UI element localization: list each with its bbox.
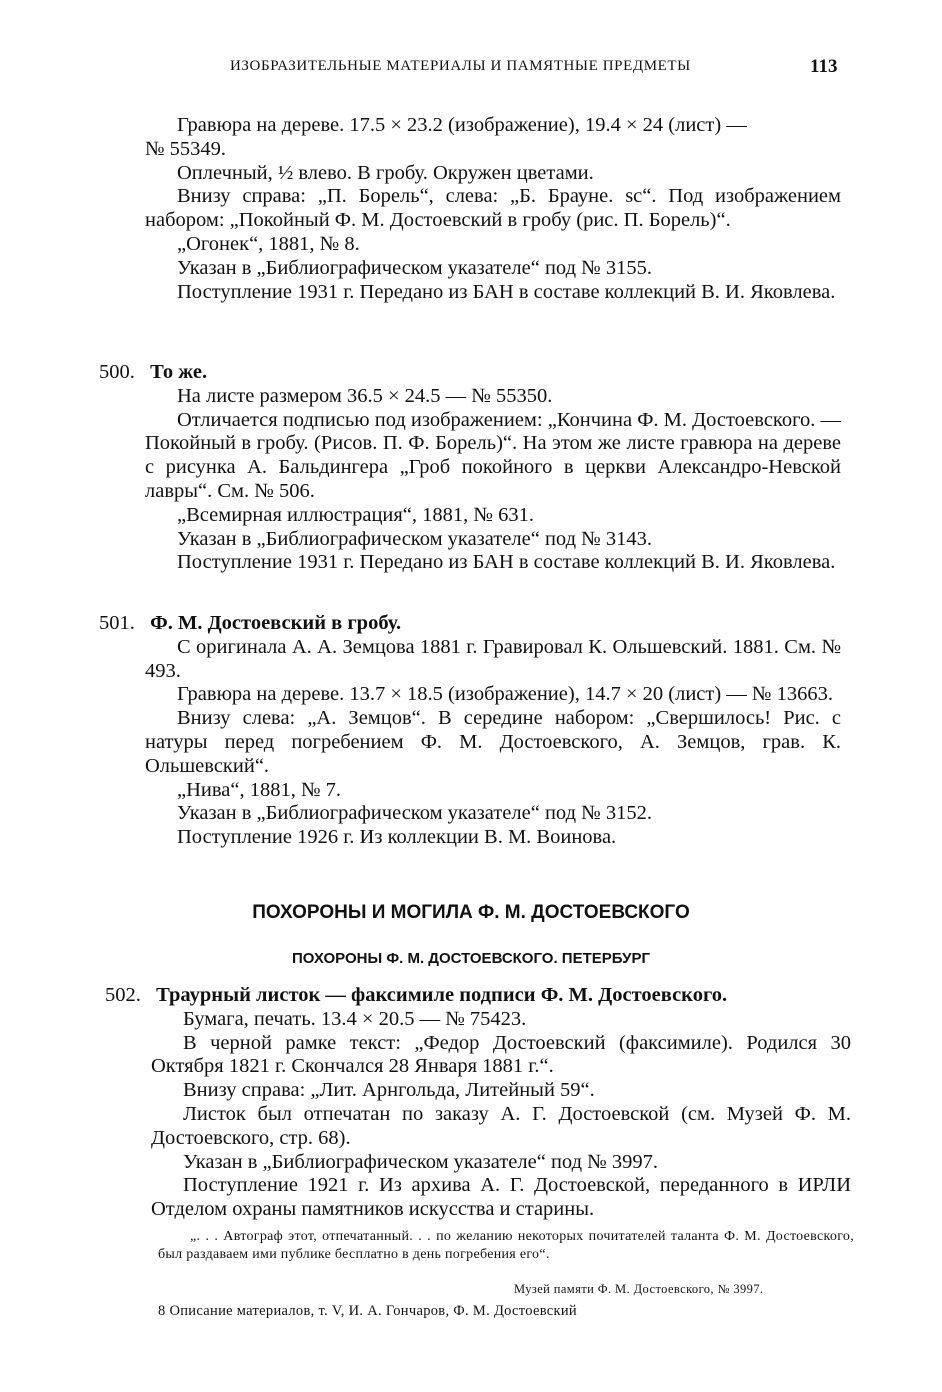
page-number: 113 xyxy=(810,56,838,77)
entry-502-line: Бумага, печать. 13.4 × 20.5 — № 75423. xyxy=(183,1007,527,1030)
entry-502-line: Листок был отпечатан по заказу А. Г. Достоевской (см. Музей Ф. М. Достоевского, стр. 68). xyxy=(151,1102,851,1149)
entry-title: Траурный листок — факсимиле подписи Ф. М. Достоевского. xyxy=(156,984,728,1006)
entry-500-heading xyxy=(99,361,841,385)
entry-title: То же. xyxy=(150,361,208,383)
entry-501 xyxy=(99,612,841,850)
entry-502-line: В черной рамке текст: „Федор Достоевский (факсимиле). Родился 30 Октября 1821 г. Скончался 28 Января 1881 г.“. xyxy=(151,1031,851,1078)
entry-499-line: Гравюра на дереве. 17.5 × 23.2 (изображение), 19.4 × 24 (лист) — xyxy=(177,114,747,136)
entry-502-line: Поступление 1921 г. Из архива А. Г. Достоевской, переданного в ИРЛИ Отделом охраны памятников искусства и старины. xyxy=(151,1174,851,1221)
section-title: ПОХОРОНЫ И МОГИЛА Ф. М. ДОСТОЕВСКОГО xyxy=(252,902,690,923)
entry-499-line: № 55349. xyxy=(145,137,227,160)
entry-502-heading xyxy=(105,984,851,1008)
entry-title: Ф. М. Достоевский в гробу. xyxy=(150,612,402,634)
entry-501-line: Внизу слева: „А. Земцов“. В середине набором: „Свершилось! Рис. с натуры перед погребением Ф. М. Достоевского, А. Земцов, грав. К. Ольшевский“. xyxy=(145,707,841,777)
entry-number: 502. xyxy=(105,984,141,1006)
running-title: ИЗОБРАЗИТЕЛЬНЫЕ МАТЕРИАЛЫ И ПАМЯТНЫЕ ПРЕДМЕТЫ xyxy=(230,58,691,74)
entry-502-line: Указан в „Библиографическом указателе“ под № 3997. xyxy=(183,1150,658,1173)
entry-499-line: Указан в „Библиографическом указателе“ под № 3155. xyxy=(177,256,652,279)
entry-501-line: Гравюра на дереве. 13.7 × 18.5 (изображение), 14.7 × 20 (лист) — № 13663. xyxy=(177,683,833,706)
entry-499-line: „Огонек“, 1881, № 8. xyxy=(177,232,360,255)
entry-499-continuation xyxy=(145,114,841,304)
entry-501-line: Поступление 1926 г. Из коллекции В. М. Воинова. xyxy=(177,826,617,849)
entry-500 xyxy=(99,361,841,575)
entry-502 xyxy=(105,984,851,1222)
entry-500-line: На листе размером 36.5 × 24.5 — № 55350. xyxy=(177,384,553,407)
entry-500-line: „Всемирная иллюстрация“, 1881, № 631. xyxy=(177,503,534,526)
entry-499-line: Оплечный, ½ влево. В гробу. Окружен цветами. xyxy=(177,161,594,184)
entry-500-line: Указан в „Библиографическом указателе“ под № 3143. xyxy=(177,527,652,550)
entry-501-line: С оригинала А. А. Земцова 1881 г. Гравировал К. Ольшевский. 1881. См. № 493. xyxy=(145,635,841,682)
entry-501-heading xyxy=(99,612,841,636)
footnote xyxy=(158,1228,854,1263)
entry-499-line: Поступление 1931 г. Передано из БАН в составе коллекций В. И. Яковлева. xyxy=(177,280,836,303)
footnote-source: Музей памяти Ф. М. Достоевского, № 3997. xyxy=(514,1282,764,1296)
entry-500-line: Поступление 1931 г. Передано из БАН в составе коллекций В. И. Яковлева. xyxy=(177,551,836,574)
entry-501-line: „Нива“, 1881, № 7. xyxy=(177,778,342,801)
printers-signature: 8 Описание материалов, т. V, И. А. Гончаров, Ф. М. Достоевский xyxy=(158,1303,577,1319)
entry-499-line: Внизу справа: „П. Борель“, слева: „Б. Брауне. sc“. Под изображением набором: „Покойный Ф. М. Достоевский в гробу (рис. П. Борель)“. xyxy=(145,185,841,232)
section-subtitle: ПОХОРОНЫ Ф. М. ДОСТОЕВСКОГО. ПЕТЕРБУРГ xyxy=(292,950,650,967)
entry-501-line: Указан в „Библиографическом указателе“ под № 3152. xyxy=(177,802,652,825)
entry-502-line: Внизу справа: „Лит. Арнгольда, Литейный 59“. xyxy=(183,1079,595,1102)
entry-number: 501. xyxy=(99,612,135,634)
footnote-text: „. . . Автограф этот, отпечатанный. . . по желанию некоторых почитателей таланта Ф. М. Достоевского, был раздаваем ими публике бесплатно в день погребения его“. xyxy=(158,1229,854,1262)
entry-500-line: Отличается подписью под изображением: „Кончина Ф. М. Достоевского. — Покойный в гробу. (Рисов. П. Ф. Борель)“. На этом же листе гравюра на дереве с рисунка А. Бальдингера „Гроб покойного в церкви Александро-Невской лавры“. См. № 506. xyxy=(145,408,841,502)
entry-number: 500. xyxy=(99,361,135,383)
